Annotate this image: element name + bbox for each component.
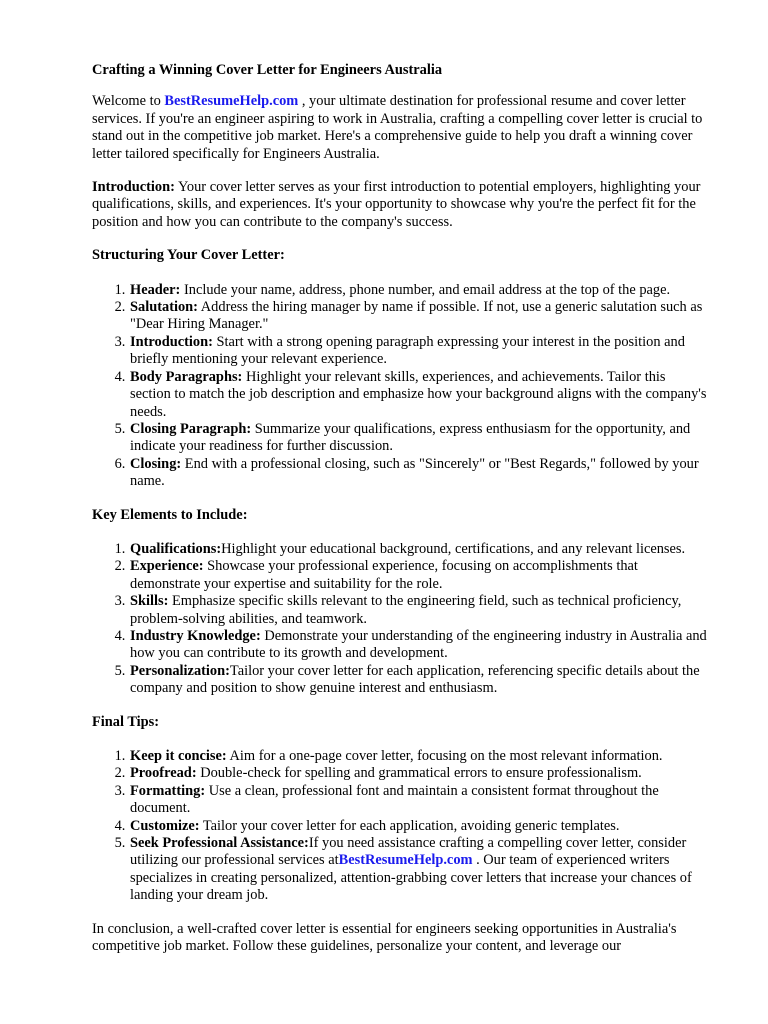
structuring-list: [92, 282, 708, 491]
final-tips-heading: Final Tips:: [92, 713, 160, 730]
list-item-label: Closing Paragraph:: [130, 420, 252, 437]
list-item-label: Proofread:: [130, 765, 197, 782]
list-item-text: Use a clean, professional font and maintain a consistent format throughout the document.: [130, 782, 659, 817]
list-item: [129, 334, 708, 369]
list-item-text: Tailor your cover letter for each application, avoiding generic templates.: [199, 817, 620, 834]
list-item-text: Tailor your cover letter for each application, referencing specific details about the company and position to show genuine interest and enthusiasm.: [130, 662, 700, 697]
structuring-heading: Structuring Your Cover Letter:: [92, 247, 285, 264]
list-item: [129, 558, 708, 593]
introduction-text: Your cover letter serves as your first introduction to potential employers, highlighting your qualifications, skills, and experiences. It's your opportunity to showcase why you're the perfect fit for the position and how you can contribute to the company's success.: [92, 179, 701, 230]
list-item-label: Seek Professional Assistance:: [130, 835, 309, 852]
list-item-label: Header:: [130, 281, 181, 298]
list-item: [129, 282, 708, 299]
list-item-text: Double-check for spelling and grammatical errors to ensure professionalism.: [196, 765, 642, 782]
list-item: [129, 628, 708, 663]
conclusion-paragraph: In conclusion, a well-crafted cover letter is essential for engineers seeking opportunities in Australia's competitive job market. Follow these guidelines, personalize your content, and leverage our: [92, 920, 677, 955]
list-item-label: Body Paragraphs:: [130, 368, 243, 385]
list-item: [129, 663, 708, 698]
list-item-text: End with a professional closing, such as "Sincerely" or "Best Regards," followed by your name.: [130, 455, 699, 490]
list-item-label: Skills:: [130, 593, 169, 610]
list-item: [129, 835, 708, 905]
list-item: [129, 369, 708, 421]
list-item-text: Demonstrate your understanding of the engineering industry in Australia and how you can contribute to its growth and development.: [130, 627, 707, 662]
list-item-label: Closing:: [130, 455, 182, 472]
list-item-text-end: . Our team of experienced writers specializes in creating personalized, attention-grabbing cover letters that increase your chances of landing your dream job.: [130, 852, 692, 904]
list-item: [129, 421, 708, 456]
list-item-text: If you need assistance crafting a compelling cover letter, consider utilizing our professional services at: [130, 835, 687, 869]
list-item-label: Industry Knowledge:: [130, 627, 261, 644]
list-item-text: Highlight your relevant skills, experiences, and achievements. Tailor this section to match the job description and emphasize how your background aligns with the company's needs.: [130, 368, 707, 420]
list-item: [129, 748, 708, 765]
list-item-text: Showcase your professional experience, focusing on accomplishments that demonstrate your expertise and suitability for the role.: [130, 558, 638, 592]
list-item: [129, 593, 708, 628]
key-elements-heading: Key Elements to Include:: [92, 506, 248, 523]
list-item-label: Customize:: [130, 817, 200, 834]
list-item-text: Highlight your educational background, certifications, and any relevant licenses.: [221, 540, 686, 557]
list-item-text: Include your name, address, phone number, and email address at the top of the page.: [180, 281, 671, 298]
key-elements-list: [92, 541, 708, 698]
list-item-label: Formatting:: [130, 782, 206, 799]
page-title: Crafting a Winning Cover Letter for Engineers Australia: [92, 62, 443, 78]
list-item-label: Personalization:: [130, 662, 230, 679]
list-item: [129, 456, 708, 491]
welcome-text-start: Welcome to: [92, 93, 165, 110]
list-item-text: Start with a strong opening paragraph expressing your interest in the position and briefly mentioning your relevant experience.: [130, 333, 685, 368]
introduction-label: Introduction:: [92, 179, 175, 196]
list-item-label: Qualifications:: [130, 540, 222, 557]
brand-link[interactable]: BestResumeHelp.com: [338, 852, 473, 869]
list-item: [129, 765, 708, 782]
list-item: [129, 541, 708, 558]
list-item-text: Address the hiring manager by name if possible. If not, use a generic salutation such as "Dear Hiring Manager.": [130, 299, 703, 333]
list-item-label: Introduction:: [130, 333, 213, 350]
list-item: [129, 818, 708, 835]
list-item-label: Keep it concise:: [130, 748, 227, 764]
welcome-text-end: , your ultimate destination for professional resume and cover letter services. If you're an engineer aspiring to work in Australia, crafting a compelling cover letter is crucial to stand out in the competitive job market. Here's a comprehensive guide to help you draft a winning cover letter tailored specifically for Engineers Australia.: [92, 93, 703, 162]
list-item: [129, 299, 708, 334]
welcome-paragraph: [92, 93, 708, 163]
introduction-paragraph: [92, 179, 708, 231]
list-item: [129, 783, 708, 818]
list-item-label: Experience:: [130, 558, 204, 575]
list-item-text: Emphasize specific skills relevant to the engineering field, such as technical proficiency, problem-solving abilities, and teamwork.: [130, 593, 682, 627]
list-item-text: Aim for a one-page cover letter, focusing on the most relevant information.: [226, 748, 663, 764]
brand-link[interactable]: BestResumeHelp.com: [164, 93, 299, 110]
final-tips-list: [92, 748, 708, 905]
list-item-label: Salutation:: [130, 299, 198, 316]
list-item-text: Summarize your qualifications, express enthusiasm for the opportunity, and indicate your readiness for further discussion.: [130, 420, 691, 455]
